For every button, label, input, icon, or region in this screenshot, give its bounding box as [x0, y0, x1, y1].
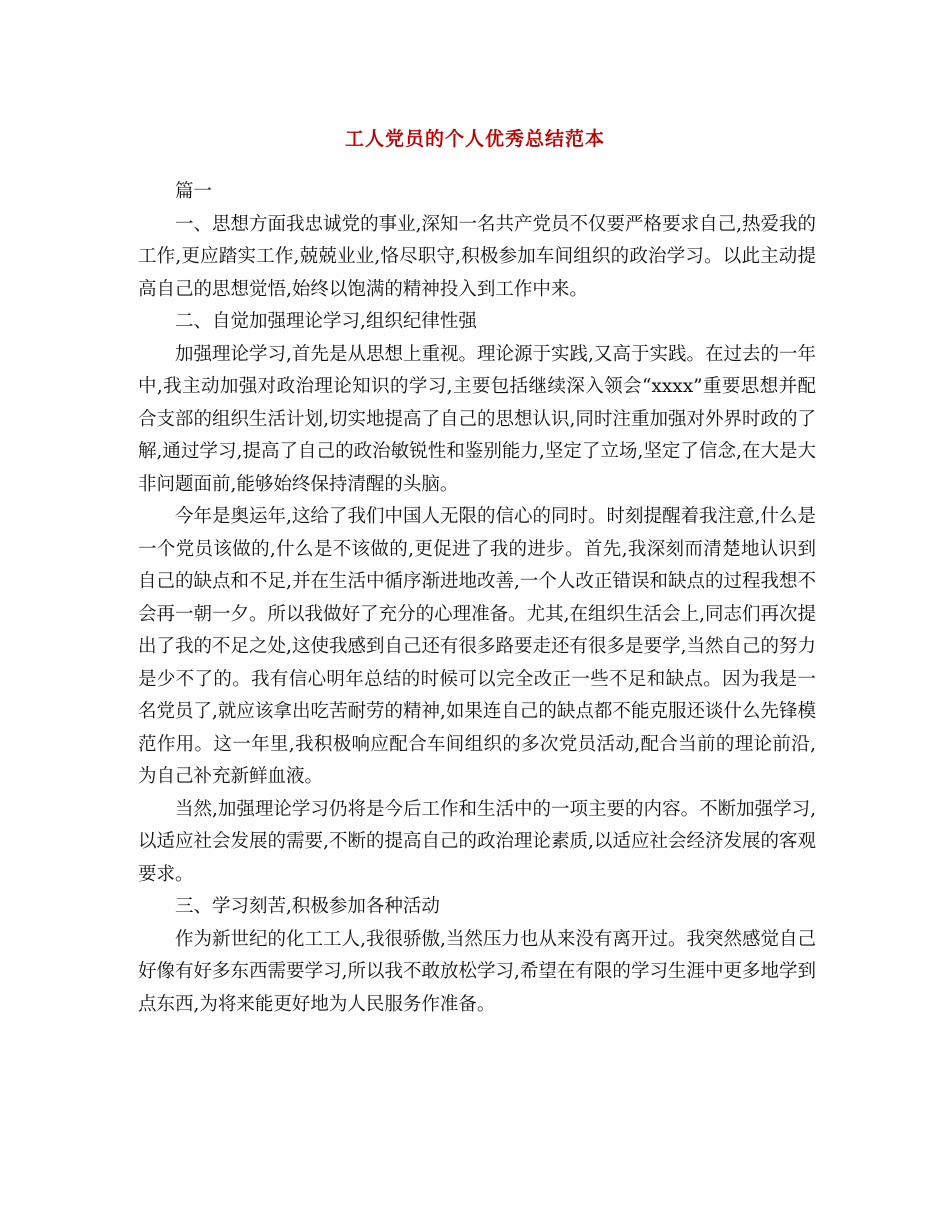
document-title: 工人党员的个人优秀总结范本: [344, 128, 605, 150]
paragraph: 作为新世纪的化工工人,我很骄傲,当然压力也从来没有离开过。我突然感觉自己好像有好多东西需要学习,所以我不敢放松学习,希望在有限的学习生涯中更多地学到点东西,为将来能更好地为人民服务作准备。: [138, 928, 816, 1015]
paragraph: 一、思想方面我忠诚党的事业,深知一名共产党员不仅要严格要求自己,热爱我的工作,更应踏实工作,兢兢业业,恪尽职守,积极参加车间组织的政治学习。以此主动提高自己的思想觉悟,始终以饱满的精神投入到工作中来。: [138, 213, 816, 300]
paragraph: 篇一: [175, 181, 213, 202]
document-body: [138, 176, 816, 1021]
paragraph: 当然,加强理论学习仍将是今后工作和生活中的一项主要的内容。不断加强学习,以适应社会发展的需要,不断的提高自己的政治理论素质,以适应社会经济发展的客观要求。: [138, 798, 816, 885]
paragraph: 加强理论学习,首先是从思想上重视。理论源于实践,又高于实践。在过去的一年中,我主动加强对政治理论知识的学习,主要包括继续深入领会“xxxx”重要思想并配合支部的组织生活计划,切实地提高了自己的思想认识,同时注重加强对外界时政的了解,通过学习,提高了自己的政治敏锐性和鉴别能力,坚定了立场,坚定了信念,在大是大非问题面前,能够始终保持清醒的头脑。: [138, 343, 816, 495]
section-heading: 三、学习刻苦,积极参加各种活动: [175, 896, 440, 917]
paragraph: 今年是奥运年,这给了我们中国人无限的信心的同时。时刻提醒着我注意,什么是一个党员该做的,什么是不该做的,更促进了我的进步。首先,我深刻而清楚地认识到自己的缺点和不足,并在生活中循序渐进地改善,一个人改正错误和缺点的过程我想不会再一朝一夕。所以我做好了充分的心理准备。尤其,在组织生活会上,同志们再次提出了我的不足之处,这使我感到自己还有很多路要走还有很多是要学,当然自己的努力是少不了的。我有信心明年总结的时候可以完全改正一些不足和缺点。因为我是一名党员了,就应该拿出吃苦耐劳的精神,如果连自己的缺点都不能克服还谈什么先锋模范作用。这一年里,我积极响应配合车间组织的多次党员活动,配合当前的理论前沿,为自己补充新鲜血液。: [138, 506, 816, 787]
section-heading: 二、自觉加强理论学习,组织纪律性强: [175, 311, 477, 332]
